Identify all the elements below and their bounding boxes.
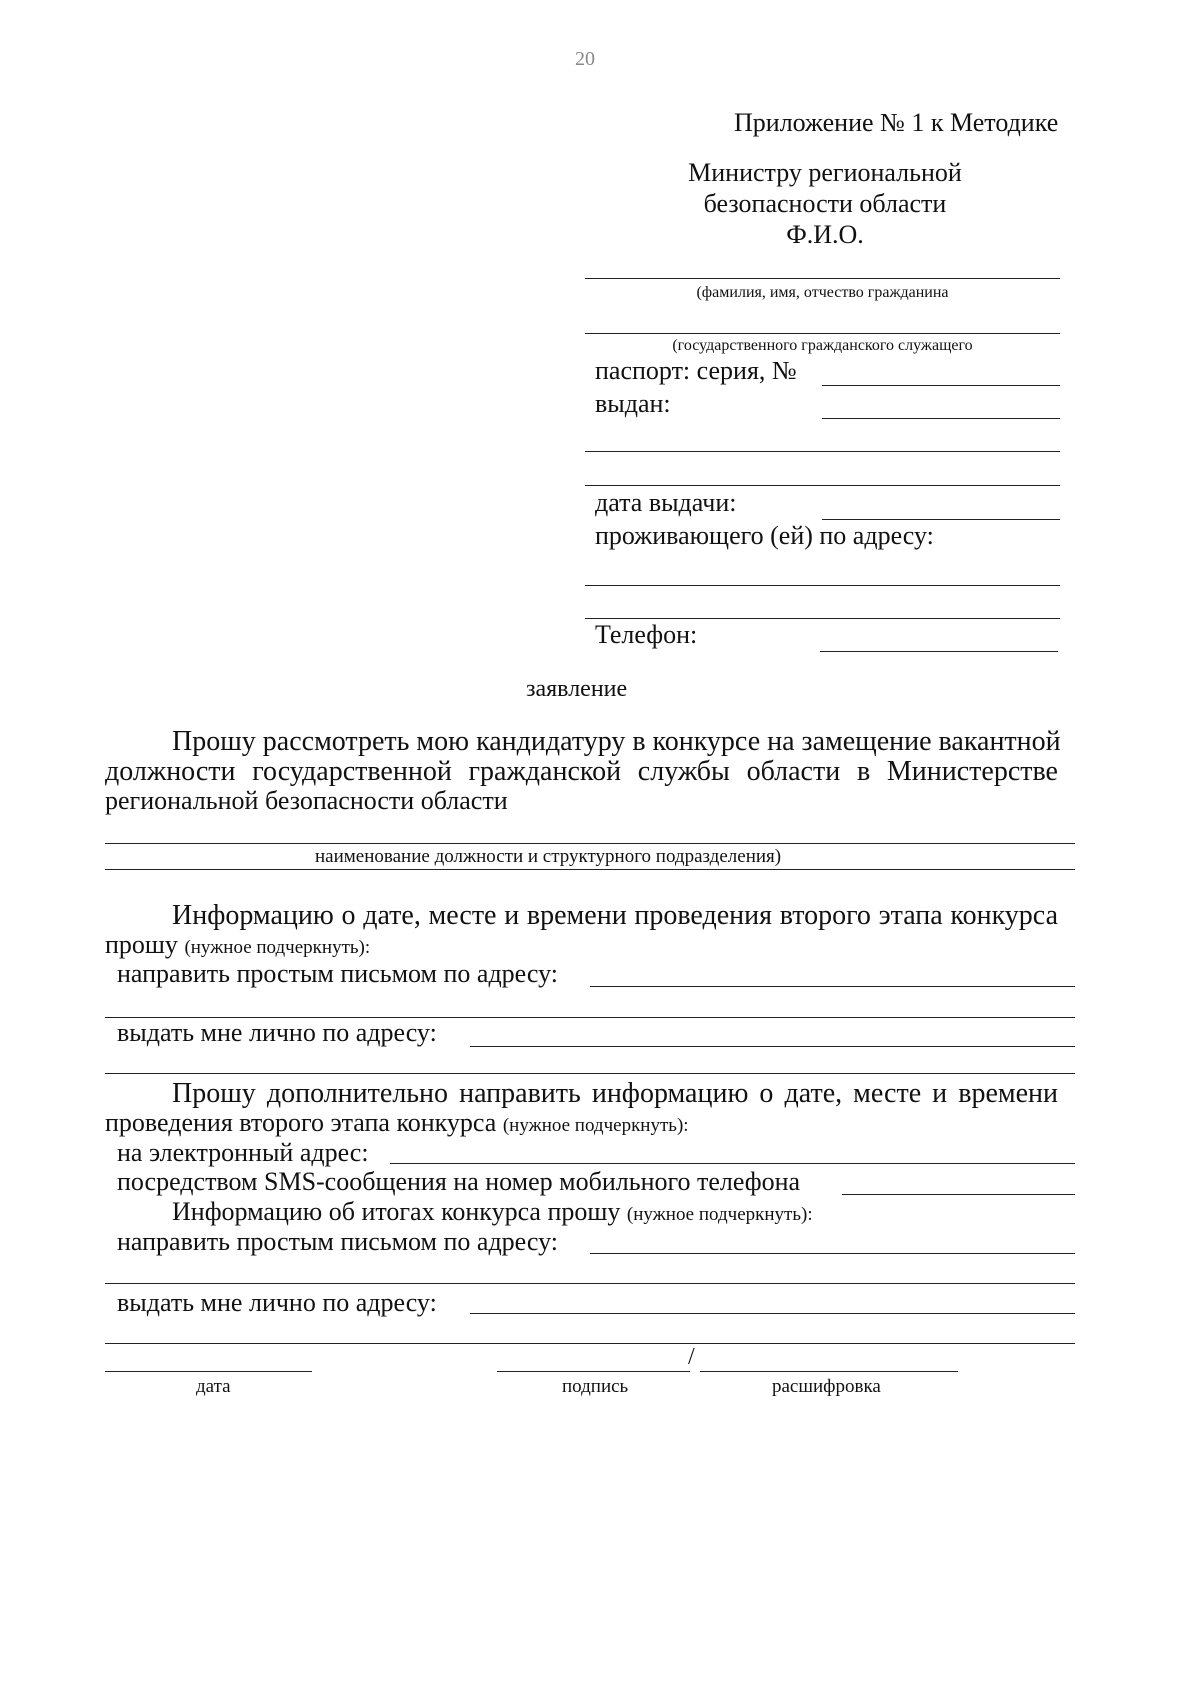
extra-line-1: Прошу дополнительно направить информацию о дате, месте и времени xyxy=(172,1078,1058,1109)
date-label: дата xyxy=(196,1376,231,1397)
extra-line-2-main: проведения второго этапа конкурса xyxy=(105,1108,497,1137)
extra-line-2-note: (нужное подчеркнуть): xyxy=(502,1115,689,1136)
date-field-line[interactable] xyxy=(105,1371,312,1372)
send-by-mail-label-1: направить простым письмом по адресу: xyxy=(117,959,558,988)
phone-field-line[interactable] xyxy=(820,651,1058,652)
address-field-line-1[interactable] xyxy=(585,585,1060,586)
send-by-mail-field-1[interactable] xyxy=(590,986,1075,987)
hand-personally-label-2: выдать мне лично по адресу: xyxy=(117,1288,437,1317)
issued-field-line-3[interactable] xyxy=(585,485,1060,486)
passport-field-line[interactable] xyxy=(822,385,1060,386)
send-by-mail-label-2: направить простым письмом по адресу: xyxy=(117,1227,558,1256)
signature-label: подпись xyxy=(562,1376,629,1397)
transcript-field-line[interactable] xyxy=(700,1371,958,1372)
issued-field-line-2[interactable] xyxy=(585,451,1060,452)
passport-label: паспорт: серия, № xyxy=(595,356,797,385)
document-title: заявление xyxy=(526,676,628,702)
results-line-main: Информацию об итогах конкурса прошу xyxy=(172,1197,621,1226)
page-number: 20 xyxy=(575,48,595,70)
signature-separator: / xyxy=(688,1344,695,1370)
sms-field-line[interactable] xyxy=(842,1194,1075,1195)
issue-date-field-line[interactable] xyxy=(822,519,1060,520)
servant-hint: (государственного гражданского служащего xyxy=(672,337,973,354)
addressee-line-1: Министру региональной xyxy=(688,158,962,187)
info-line-2-main: прошу xyxy=(105,930,178,959)
email-label: на электронный адрес: xyxy=(117,1138,369,1167)
position-hint: наименование должности и структурного подразделения) xyxy=(315,846,782,867)
hand-personally-label-1: выдать мне лично по адресу: xyxy=(117,1018,437,1047)
position-field-line-2[interactable] xyxy=(105,869,1075,870)
phone-label: Телефон: xyxy=(595,620,698,649)
fio-hint: (фамилия, имя, отчество гражданина xyxy=(696,284,949,301)
send-by-mail-field-2b[interactable] xyxy=(105,1283,1075,1284)
request-line-1: Прошу рассмотреть мою кандидатуру в конкурсе на замещение вакантной xyxy=(172,726,1061,757)
hand-personally-field-1b[interactable] xyxy=(105,1073,1075,1074)
address-field-line-2[interactable] xyxy=(585,618,1060,619)
addressee-line-2: безопасности области xyxy=(703,189,947,218)
hand-personally-field-1[interactable] xyxy=(470,1046,1075,1047)
info-line-1: Информацию о дате, месте и времени проведения второго этапа конкурса xyxy=(172,900,1058,931)
request-line-2: должности государственной гражданской службы области в Министерстве xyxy=(105,756,1058,787)
extra-line-2 xyxy=(105,1108,689,1138)
transcript-label: расшифровка xyxy=(772,1376,881,1397)
request-line-3: региональной безопасности области xyxy=(105,786,508,815)
info-line-2-note: (нужное подчеркнуть): xyxy=(184,937,371,958)
issue-date-label: дата выдачи: xyxy=(595,488,737,517)
fio-field-line[interactable] xyxy=(585,278,1060,279)
appendix-title: Приложение № 1 к Методике xyxy=(734,108,1059,137)
addressee-line-3: Ф.И.О. xyxy=(786,220,864,249)
issued-label: выдан: xyxy=(595,389,671,418)
results-line xyxy=(172,1197,813,1227)
info-line-2 xyxy=(105,930,370,960)
position-field-line-1[interactable] xyxy=(105,843,1075,844)
servant-field-line[interactable] xyxy=(585,333,1060,334)
sms-label: посредством SMS-сообщения на номер мобильного телефона xyxy=(117,1167,801,1196)
results-line-note: (нужное подчеркнуть): xyxy=(626,1204,813,1225)
issued-field-line-1[interactable] xyxy=(822,418,1060,419)
send-by-mail-field-2[interactable] xyxy=(590,1253,1075,1254)
hand-personally-field-2[interactable] xyxy=(470,1313,1075,1314)
signature-field-line[interactable] xyxy=(497,1371,690,1372)
address-label: проживающего (ей) по адресу: xyxy=(595,521,934,550)
email-field-line[interactable] xyxy=(390,1163,1075,1164)
hand-personally-field-2b[interactable] xyxy=(105,1343,1075,1344)
